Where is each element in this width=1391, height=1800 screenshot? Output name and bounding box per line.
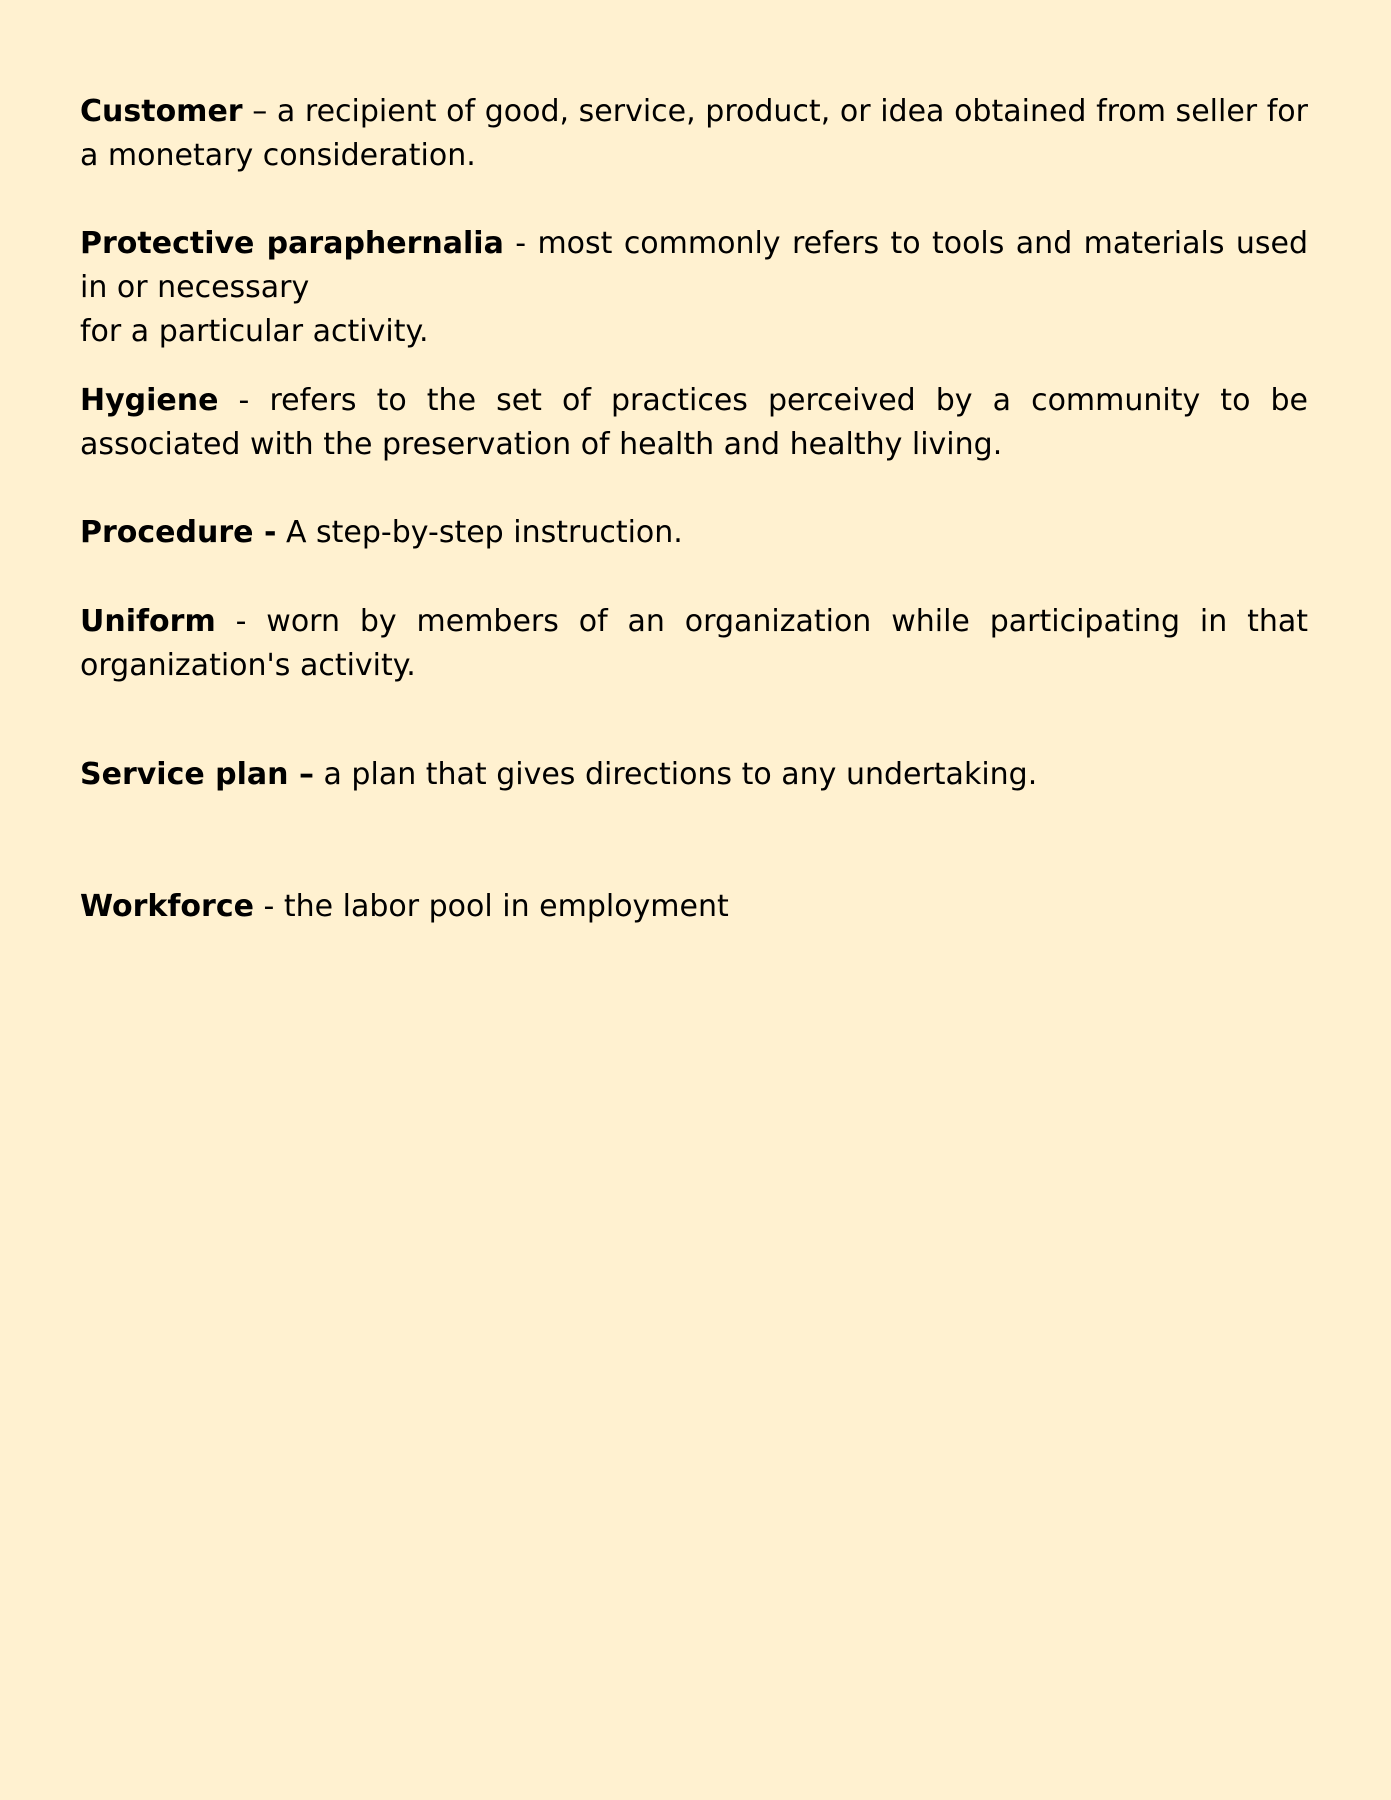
separator: - [215,604,267,639]
definition-procedure [80,511,1308,555]
definition-workforce [80,885,1308,929]
definition-text: a plan that gives directions to any undertaking. [323,757,1038,792]
definition-text: A step-by-step instruction. [285,515,683,550]
definition-hygiene [80,379,1308,467]
definition-text: most commonly refers to tools and materials used in or necessary [80,226,1308,305]
term-uniform: Uniform [80,604,216,639]
definition-text-line2: for a particular activity. [80,314,429,349]
definition-text: a recipient of good, service, product, or idea obtained from seller for a monetary consideration. [80,94,1308,173]
term-protective-paraphernalia: Protective paraphernalia [80,226,504,261]
definition-protective-paraphernalia [80,222,1308,354]
separator: - [503,226,538,261]
separator: - [253,889,284,924]
separator [276,515,286,550]
term-customer: Customer [80,94,243,129]
definition-text: worn by members of an organization while participating in that organization's activity. [80,604,1308,683]
term-procedure: Procedure - [80,515,277,550]
definition-customer [80,90,1308,178]
term-hygiene: Hygiene [80,383,219,418]
definition-text: refers to the set of practices perceived by a community to be associated with the preservation of health and healthy living. [80,383,1308,462]
definition-text: the labor pool in employment [283,889,729,924]
definition-uniform [80,600,1308,688]
separator: - [218,383,270,418]
definition-service-plan [80,753,1308,797]
term-workforce: Workforce [80,889,254,924]
separator: – [242,94,277,129]
term-service-plan: Service plan – [80,757,314,792]
separator [314,757,324,792]
